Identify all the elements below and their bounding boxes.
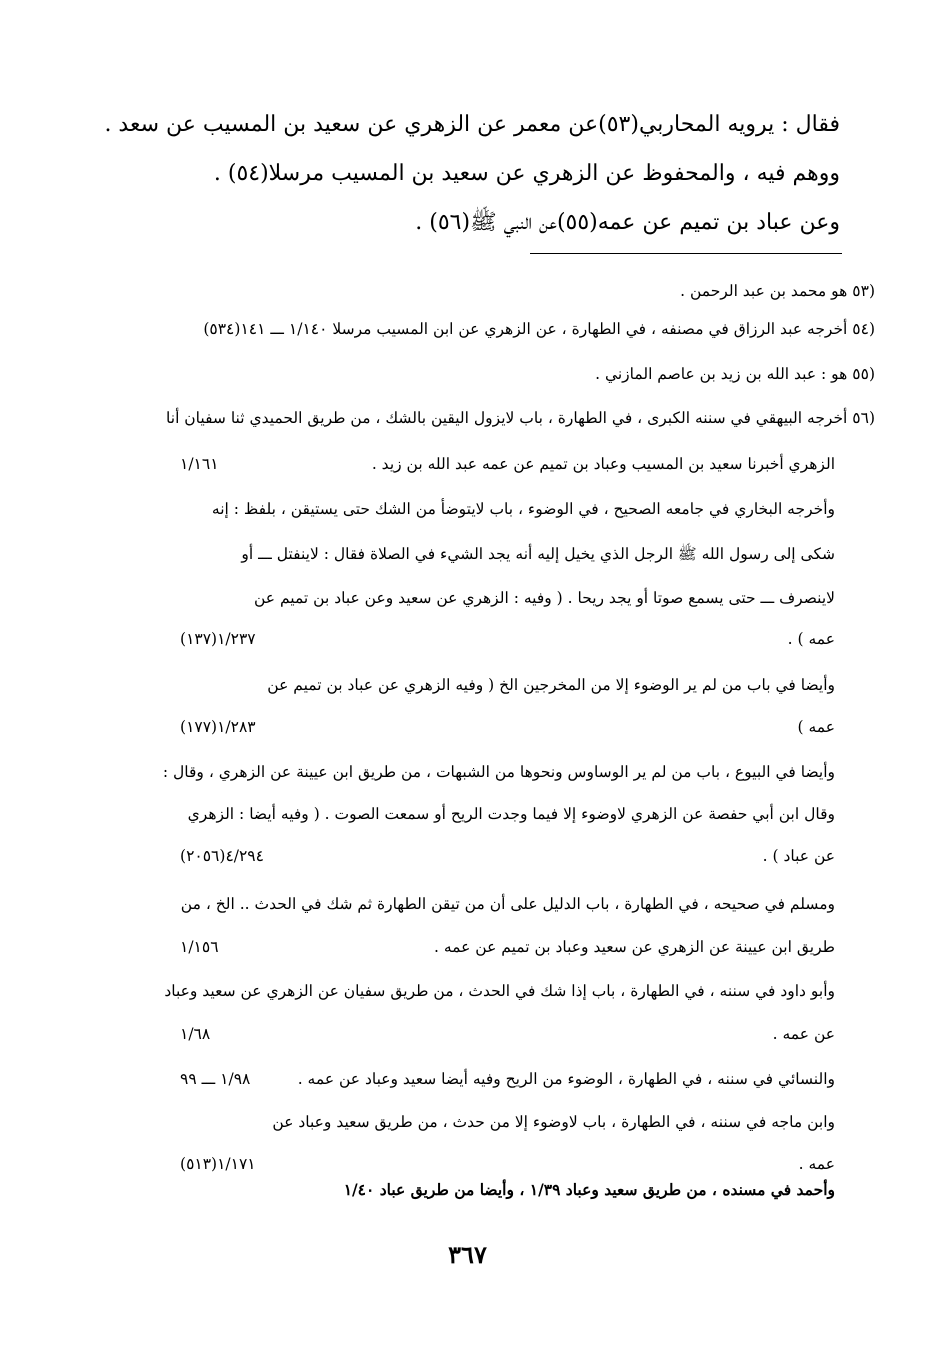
page-number: ٣٦٧ [448, 1240, 487, 1269]
footnote-line-ref: ١/٢٨٣(١٧٧) [180, 718, 256, 736]
footnote-line [180, 630, 835, 660]
footnote-line-ref: ١/١٦١ [180, 455, 219, 473]
footnote-line [180, 500, 835, 530]
footnote-line [180, 455, 835, 485]
footnote-line-text: عن عباد ) . [762, 847, 835, 865]
footnote-54: (٥٤ أخرجه عبد الرزاق في مصنفه ، في الطهارة ، عن الزهري عن ابن المسيب مرسلا ١/١٤٠ ـــ ١٤١(٥٣٤) [203, 320, 875, 338]
footnote-line [164, 982, 835, 1012]
footnote-53: (٥٣ هو محمد بن عبد الرحمن . [680, 282, 875, 300]
footnote-line-text: وأخرجه البخاري في جامعه الصحيح ، في الوضوء ، باب لايتوضأ من الشك حتى يستيقن ، بلفظ : إنه [211, 500, 835, 518]
footnote-line-text: وأيضا في البيوع ، باب من لم ير الوساوس ونحوها من الشبهات ، من طريق ابن عيينة عن الزهري ، وقال : [162, 763, 835, 781]
footnote-separator [530, 253, 842, 254]
main-text-line: وعن عباد بن تميم عن عمه(٥٥)عن النبي ﷺ(٥٦) . [415, 210, 840, 235]
main-text-line: فقال : يرويه المحاربي(٥٣)عن معمر عن الزهري عن سعيد بن المسيب عن سعد . [104, 112, 840, 137]
footnote-line-ref: ١/٩٨ ـــ ٩٩ [180, 1070, 251, 1088]
footnote-line-text: وابن ماجه في سننه ، في الطهارة ، باب لاوضوء إلا من حدث ، من طريق سعيد وعباد عن [272, 1113, 835, 1131]
footnote-line [180, 895, 835, 925]
footnote-line [180, 544, 835, 574]
footnote-line [180, 847, 835, 877]
footnote-55: (٥٥ هو : عبد الله بن زيد بن عاصم المازني . [595, 365, 875, 383]
footnote-line [180, 676, 835, 706]
footnote-line-ref: ١/٦٨ [180, 1025, 211, 1043]
footnote-line-text: وأبو داود في سننه ، في الطهارة ، باب إذا شك في الحدث ، من طريق سفيان عن الزهري عن سعيد وعباد [164, 982, 835, 1000]
footnote-line [180, 938, 835, 968]
footnote-line-text: وقال ابن أبي حفصة عن الزهري لاوضوء إلا فيما وجدت الريح أو سمعت الصوت . ( وفيه أيضا : الزهري [187, 805, 835, 823]
footnote-line [180, 718, 835, 748]
footnote-line-text: والنسائي في سننه ، في الطهارة ، الوضوء من الريح وفيه أيضا سعيد وعباد عن عمه . [297, 1070, 835, 1088]
footnote-line [180, 1113, 835, 1143]
footnote-56: (٥٦ أخرجه البيهقي في سننه الكبرى ، في الطهارة ، باب لايزول اليقين بالشك ، من طريق الحميدي ثنا سفيان أنا [166, 409, 875, 427]
footnote-line-text: وأحمد في مسنده ، من طريق سعيد وعباد ١/٣٩ ، وأيضا من طريق عباد ١/٤٠ [343, 1180, 835, 1199]
footnote-line-text: عمه ) [797, 718, 835, 736]
footnote-line-ref: ١/١٥٦ [180, 938, 219, 956]
footnote-line-text: شكى إلى رسول الله ﷺ الرجل الذي يخيل إليه أنه يجد الشيء في الصلاة فقال : لاينفتل ـــ أو [241, 545, 835, 563]
footnote-line-ref: ١/٢٣٧(١٣٧) [180, 630, 256, 648]
footnote-line [180, 1025, 835, 1055]
footnote-line-text: وأيضا في باب من لم ير الوضوء إلا من المخرجين الخ ( وفيه الزهري عن عباد بن تميم عن [267, 676, 835, 694]
footnote-line-ref: ٤/٢٩٤(٢٠٥٦) [180, 847, 264, 865]
footnote-line [180, 1180, 835, 1210]
footnote-line-text: عن عمه . [772, 1025, 835, 1043]
footnote-line-text: عمه ) . [787, 630, 835, 648]
footnote-line-text: عمه . [798, 1155, 835, 1173]
footnote-line-text: الزهري أخبرنا سعيد بن المسيب وعباد بن تميم عن عمه عبد الله بن زيد . [371, 455, 835, 473]
footnote-line-ref: ١/١٧١(٥١٣) [180, 1155, 256, 1173]
footnote-line [180, 589, 835, 619]
main-text-line: ووهم فيه ، والمحفوظ عن الزهري عن سعيد بن المسيب مرسلا(٥٤) . [213, 161, 840, 186]
footnote-line [180, 1070, 835, 1100]
footnote-line [180, 805, 835, 835]
footnote-line-text: ومسلم في صحيحه ، في الطهارة ، باب الدليل على أن من تيقن الطهارة ثم شك في الحدث .. الخ ، من [180, 895, 835, 913]
footnote-line [162, 763, 835, 793]
main-text [104, 100, 840, 247]
footnote-line-text: لاينصرف ـــ حتى يسمع صوتا أو يجد ريحا . ( وفيه : الزهري عن سعيد وعن عباد بن تميم عن [254, 589, 835, 607]
footnote-line-text: طريق ابن عيينة عن الزهري عن سعيد وعباد بن تميم عن عمه . [434, 938, 835, 956]
